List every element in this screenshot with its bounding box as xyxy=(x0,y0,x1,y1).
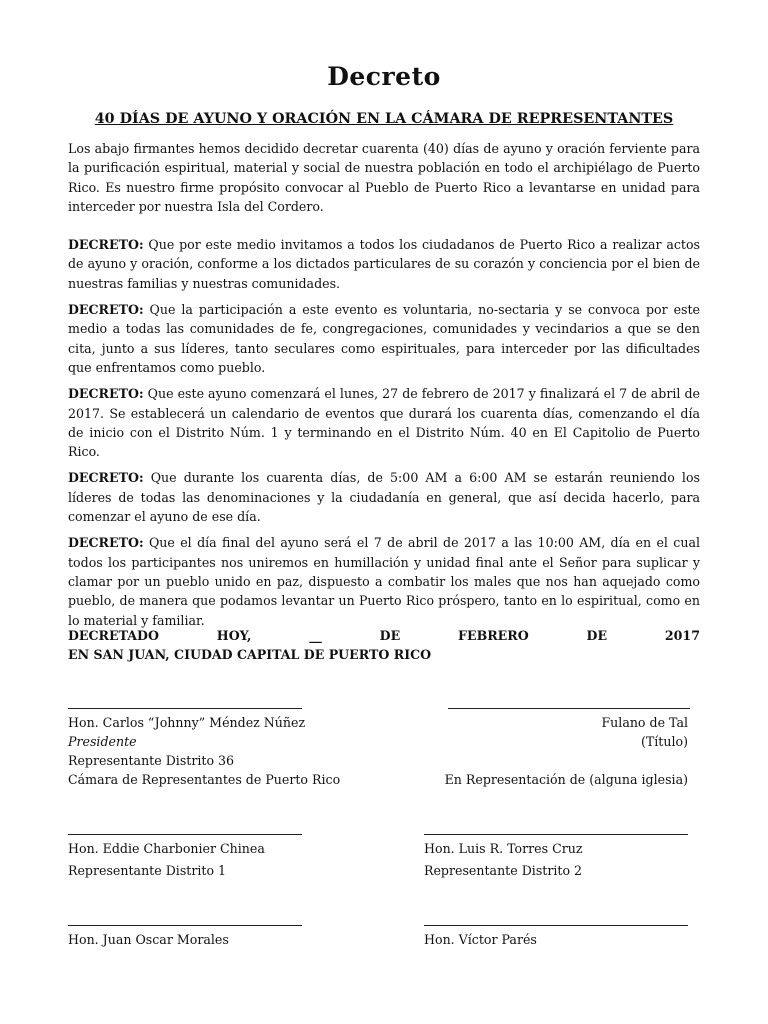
signer-district: Representante Distrito 2 xyxy=(424,863,583,878)
decree-paragraph xyxy=(68,300,700,377)
signature-block-president xyxy=(68,713,340,789)
signer-spacer xyxy=(420,751,688,770)
signature-block-church xyxy=(420,713,688,789)
signer-name: Hon. Carlos “Johnny” Méndez Núñez xyxy=(68,715,306,730)
decretado-word: 2017 xyxy=(664,628,700,643)
signer-district: Representante Distrito 1 xyxy=(68,863,227,878)
decree-label: DECRETO: xyxy=(68,470,144,486)
intro-paragraph: Los abajo firmantes hemos decidido decretar cuarenta (40) días de ayuno y oración ferviente para la purificación espiritual, material y social de nuestra población en todo el archipiélago de Puerto Rico. Es nuestro firme propósito convocar al Pueblo de Puerto Rico a levantarse en unidad para interceder por nuestra Isla del Cordero. xyxy=(68,141,700,214)
decretado-day-blank: __ xyxy=(309,628,322,643)
decree-paragraph xyxy=(68,533,700,629)
signer-role: (Título) xyxy=(640,734,688,749)
decretado-block xyxy=(68,626,700,664)
decree-text: Que el día final del ayuno será el 7 de abril de 2017 a las 10:00 AM, día en el cual todos los participantes nos uniremos en humillación y unidad final ante el Señor para suplicar y clamar por un pueblo unido en paz, dispuesto a combatir los males que nos han aquejado como pueblo, de manera que podamos levantar un Puerto Rico próspero, tanto en lo espiritual, como en lo material y familiar. xyxy=(68,535,700,628)
decree-label: DECRETO: xyxy=(68,237,144,253)
decree-label: DECRETO: xyxy=(68,302,144,318)
decree-text: Que durante los cuarenta días, de 5:00 AM a 6:00 AM se estarán reuniendo los líderes de todas las denominaciones y la ciudadanía en general, que así decida hacerlo, para comenzar el ayuno de ese día. xyxy=(68,470,700,525)
decretado-word: DE xyxy=(379,628,401,643)
document-body xyxy=(68,139,700,637)
decretado-word: DE xyxy=(586,628,608,643)
signer-name: Hon. Víctor Parés xyxy=(424,932,537,947)
decretado-location: EN SAN JUAN, CIUDAD CAPITAL DE PUERTO RICO xyxy=(68,647,432,662)
signature-block xyxy=(424,839,583,880)
signature-line xyxy=(448,708,690,709)
signature-block xyxy=(424,930,537,949)
decretado-line xyxy=(68,626,700,645)
signature-line xyxy=(424,834,688,835)
decree-text: Que por este medio invitamos a todos los ciudadanos de Puerto Rico a realizar actos de ayuno y oración, conforme a los dictados particulares de su corazón y conciencia por el bien de nuestras familias y nuestras comunidades. xyxy=(68,237,700,291)
signer-district: Representante Distrito 36 xyxy=(68,753,235,768)
signer-body: Cámara de Representantes de Puerto Rico xyxy=(68,772,341,787)
signer-name: Hon. Eddie Charbonier Chinea xyxy=(68,841,265,856)
document-subtitle: 40 DÍAS DE AYUNO Y ORACIÓN EN LA CÁMARA DE REPRESENTANTES xyxy=(94,111,674,127)
decretado-word: FEBRERO xyxy=(458,628,529,643)
document-title: Decreto xyxy=(327,62,441,91)
decree-paragraph xyxy=(68,235,700,293)
decree-label: DECRETO: xyxy=(68,535,144,551)
decree-text: Que la participación a este evento es voluntaria, no-sectaria y se convoca por este medio a todas las comunidades de fe, congregaciones, comunidades y vecindarios a que se den cita, junto a sus líderes, tanto seculares como espirituales, para interceder por las dificultades que enfrentamos como pueblo. xyxy=(68,302,700,375)
signer-body: En Representación de (alguna iglesia) xyxy=(444,772,688,787)
decretado-word: HOY, xyxy=(216,628,252,643)
signature-block xyxy=(68,839,265,880)
decree-paragraph xyxy=(68,384,700,461)
signature-line xyxy=(68,708,302,709)
signer-name: Fulano de Tal xyxy=(601,715,688,730)
signer-name: Hon. Juan Oscar Morales xyxy=(68,932,229,947)
decretado-word: DECRETADO xyxy=(68,628,159,643)
signature-block xyxy=(68,930,229,949)
signature-line xyxy=(68,834,302,835)
decree-text: Que este ayuno comenzará el lunes, 27 de febrero de 2017 y finalizará el 7 de abril de 2017. Se establecerá un calendario de eventos que durará los cuarenta días, comenzando el día de inicio con el Distrito Núm. 1 y terminando en el Distrito Núm. 40 en El Capitolio de Puerto Rico. xyxy=(68,386,700,460)
decree-paragraph xyxy=(68,468,700,526)
signature-line xyxy=(424,925,688,926)
decree-label: DECRETO: xyxy=(68,386,144,402)
signer-name: Hon. Luis R. Torres Cruz xyxy=(424,841,583,856)
signer-role: Presidente xyxy=(68,734,137,749)
signature-line xyxy=(68,925,302,926)
